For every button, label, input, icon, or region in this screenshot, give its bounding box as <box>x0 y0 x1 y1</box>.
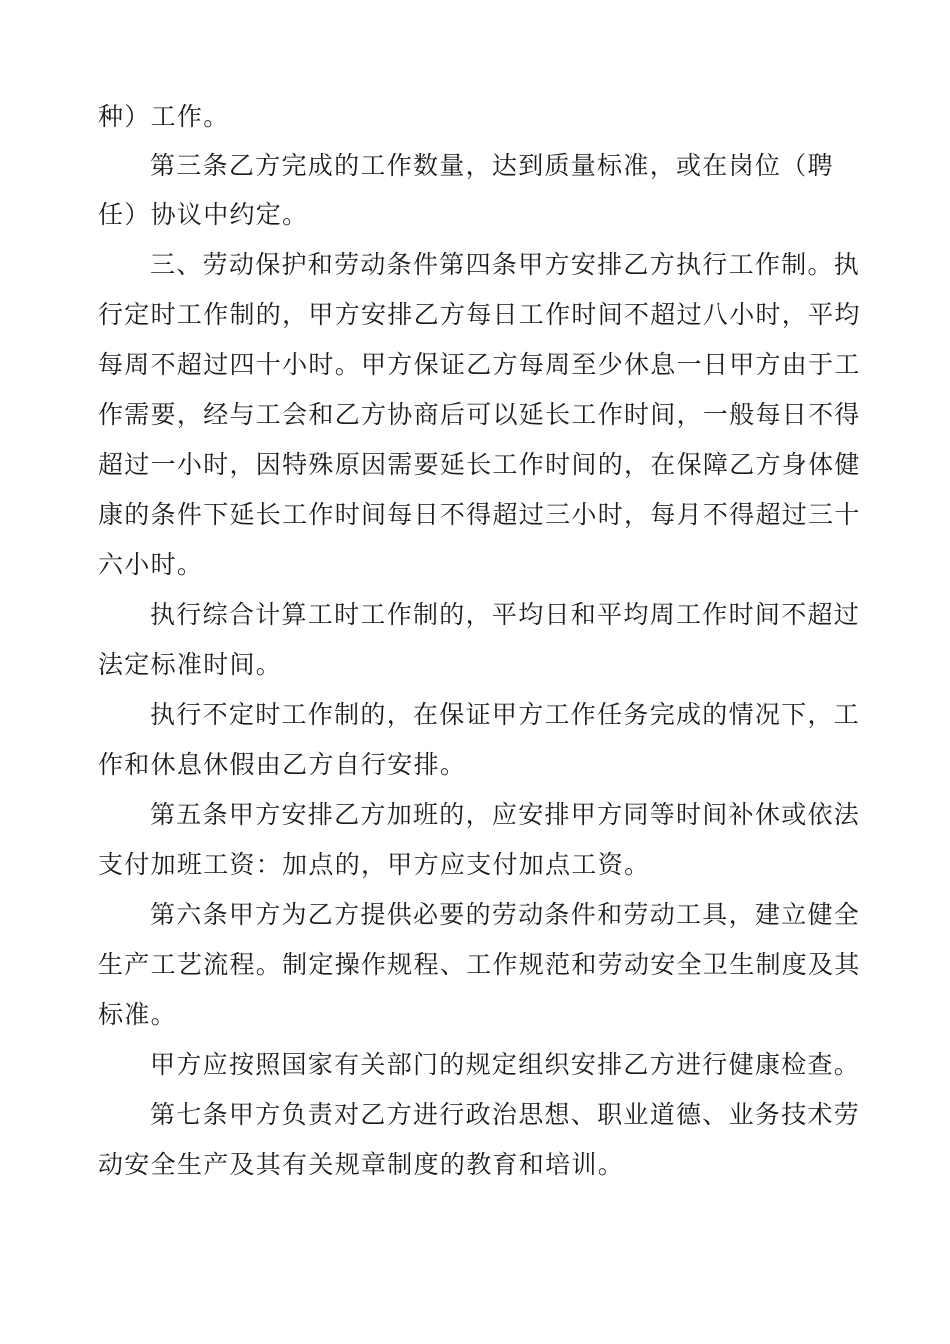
text-line: 行定时工作制的，甲方安排乙方每日工作时间不超过八小时，平均 <box>98 300 861 329</box>
text-line: 第七条甲方负责对乙方进行政治思想、职业道德、业务技术劳 <box>150 1100 861 1129</box>
text-line: 第五条甲方安排乙方加班的，应安排甲方同等时间补休或依法 <box>150 800 861 829</box>
text-line: 超过一小时，因特殊原因需要延长工作时间的，在保障乙方身体健 <box>98 450 861 479</box>
text-line: 作和休息休假由乙方自行安排。 <box>98 750 467 779</box>
text-line: 标准。 <box>98 1000 177 1029</box>
text-line: 动安全生产及其有关规章制度的教育和培训。 <box>98 1150 625 1179</box>
text-line: 作需要，经与工会和乙方协商后可以延长工作时间，一般每日不得 <box>98 400 861 429</box>
text-line: 生产工艺流程。制定操作规程、工作规范和劳动安全卫生制度及其 <box>98 950 861 979</box>
text-line: 第六条甲方为乙方提供必要的劳动条件和劳动工具，建立健全 <box>150 900 861 929</box>
text-line: 任）协议中约定。 <box>98 200 309 229</box>
text-line: 种）工作。 <box>98 102 230 131</box>
text-line: 执行不定时工作制的，在保证甲方工作任务完成的情况下，工 <box>150 700 861 729</box>
text-line: 执行综合计算工时工作制的，平均日和平均周工作时间不超过 <box>150 600 861 629</box>
text-line: 第三条乙方完成的工作数量，达到质量标准，或在岗位（聘 <box>150 151 834 180</box>
text-line: 六小时。 <box>98 550 204 579</box>
text-line: 三、劳动保护和劳动条件第四条甲方安排乙方执行工作制。执 <box>150 250 861 279</box>
text-line: 每周不超过四十小时。甲方保证乙方每周至少休息一日甲方由于工 <box>98 350 861 379</box>
text-line: 康的条件下延长工作时间每日不得超过三小时，每月不得超过三十 <box>98 500 861 529</box>
text-line: 甲方应按照国家有关部门的规定组织安排乙方进行健康检查。 <box>150 1050 861 1079</box>
text-line: 法定标准时间。 <box>98 650 283 679</box>
text-line: 支付加班工资：加点的，甲方应支付加点工资。 <box>98 850 651 879</box>
